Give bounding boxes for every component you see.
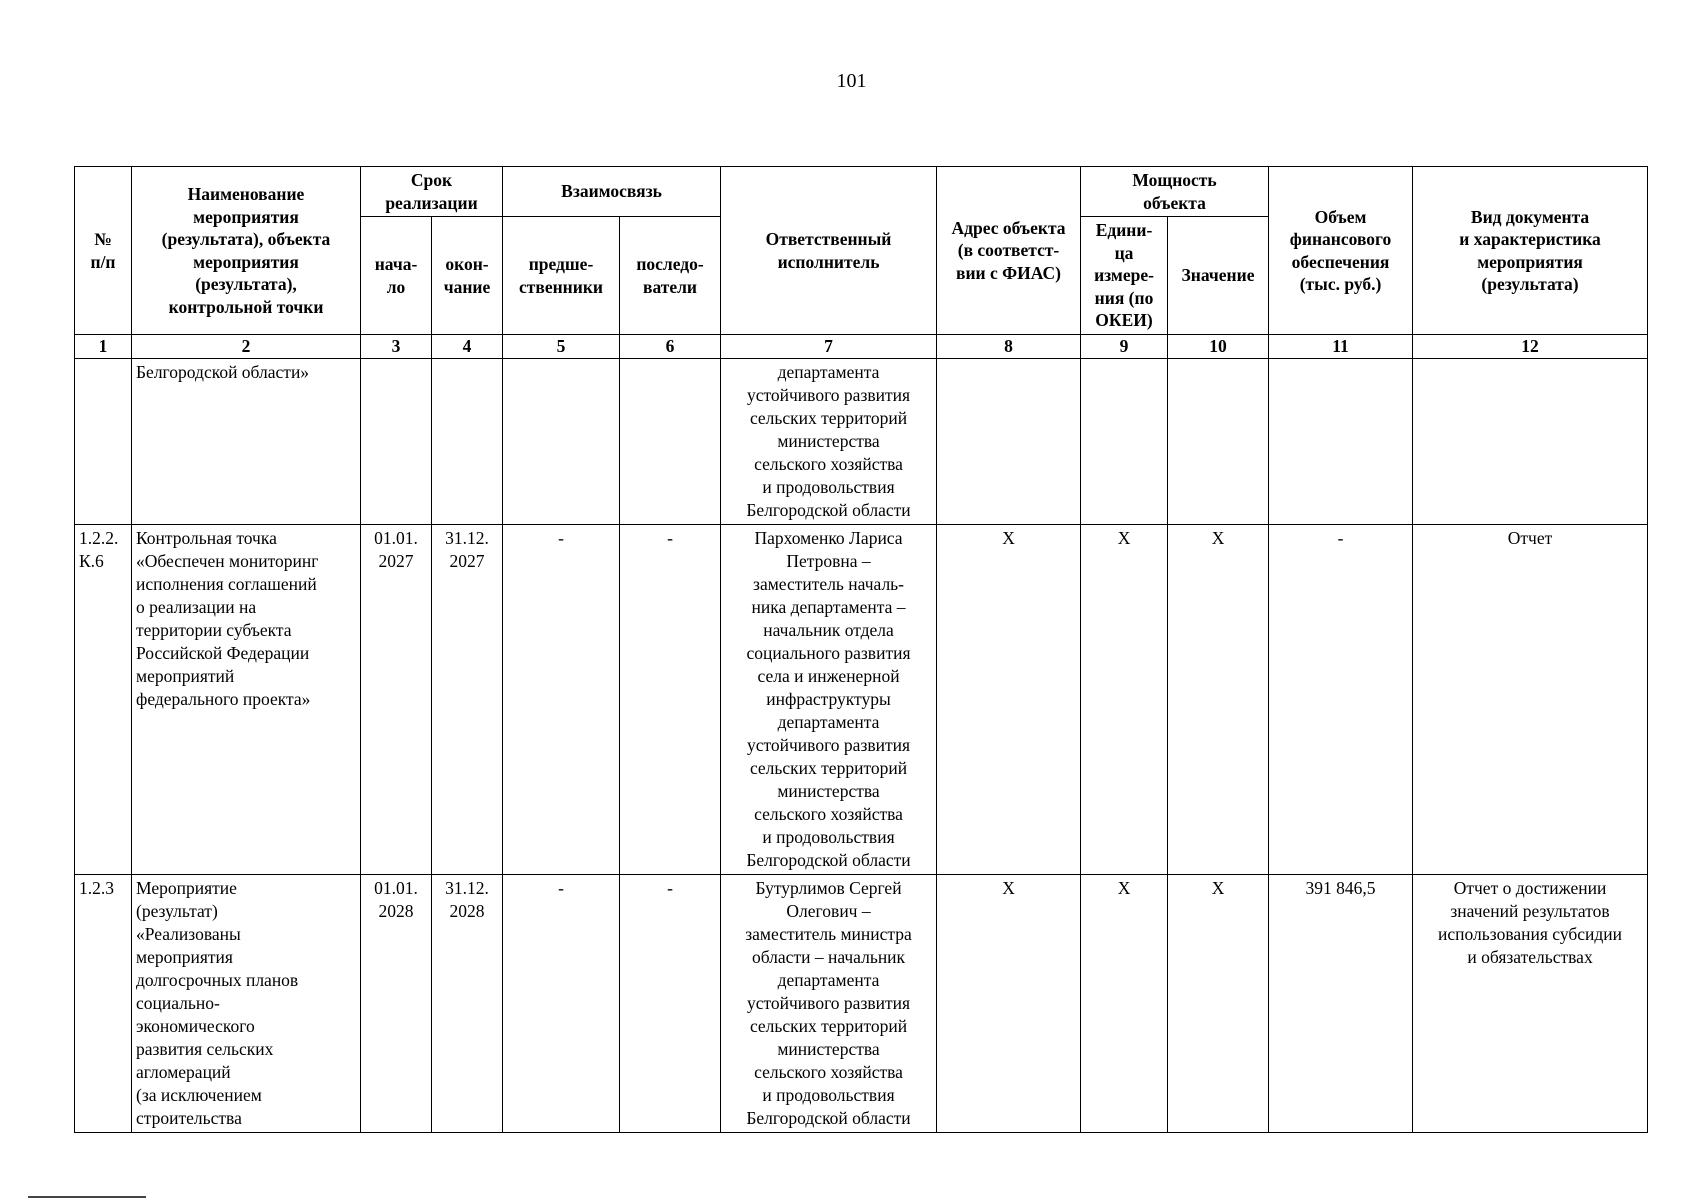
cell-name: Контрольная точка «Обеспечен мониторинг исполнения соглашений о реализации на территории субъекта Российской Федерации мероприятий федерального проекта» [132,525,361,875]
header-responsible: Ответственный исполнитель [721,167,937,335]
cell-no: 1.2.3 [75,875,132,1133]
cell-start [361,359,432,525]
cell-responsible: Бутурлимов Сергей Олегович – заместитель министра области – начальник департамента устойчивого развития сельских территорий министерства сельского хозяйства и продовольствия Белгородской области [721,875,937,1133]
cell-start: 01.01. 2027 [361,525,432,875]
cell-name: Белгородской области» [132,359,361,525]
cell-unit: Х [1081,525,1168,875]
column-number: 4 [432,335,503,359]
cell-responsible: департамента устойчивого развития сельских территорий министерства сельского хозяйства и продовольствия Белгородской области [721,359,937,525]
header-address: Адрес объекта (в соответст- вии с ФИАС) [937,167,1081,335]
page-number: 101 [836,70,867,92]
column-number: 8 [937,335,1081,359]
cell-funding [1269,359,1413,525]
header-term: Срок реализации [361,167,503,217]
cell-predecessors: - [503,875,620,1133]
header-funding: Объем финансового обеспечения (тыс. руб.) [1269,167,1413,335]
cell-end: 31.12. 2027 [432,525,503,875]
cell-doc: Отчет [1413,525,1648,875]
cell-address: Х [937,875,1081,1133]
column-number: 2 [132,335,361,359]
header-doc: Вид документа и характеристика мероприятия (результата) [1413,167,1648,335]
cell-successors [620,359,721,525]
header-term-start: нача- ло [361,217,432,335]
cell-value [1168,359,1269,525]
cell-successors: - [620,525,721,875]
cell-end: 31.12. 2028 [432,875,503,1133]
header-unit: Едини- ца измере- ния (по ОКЕИ) [1081,217,1168,335]
column-number: 7 [721,335,937,359]
header-predecessors: предше- ственники [503,217,620,335]
cell-doc: Отчет о достижении значений результатов использования субсидии и обязательствах [1413,875,1648,1133]
header-value: Значение [1168,217,1269,335]
column-number: 9 [1081,335,1168,359]
cell-doc [1413,359,1648,525]
cell-no: 1.2.2. К.6 [75,525,132,875]
cell-name: Мероприятие (результат) «Реализованы мероприятия долгосрочных планов социально- экономического развития сельских агломераций (за исключением строительства [132,875,361,1133]
cell-unit [1081,359,1168,525]
cell-address [937,359,1081,525]
header-name: Наименование мероприятия (результата), объекта мероприятия (результата), контрольной точки [132,167,361,335]
cell-start: 01.01. 2028 [361,875,432,1133]
cell-end [432,359,503,525]
cell-unit: Х [1081,875,1168,1133]
table-row [75,359,1648,525]
header-term-end: окон- чание [432,217,503,335]
header-no: № п/п [75,167,132,335]
header-relation: Взаимосвязь [503,167,721,217]
column-number: 6 [620,335,721,359]
table-row [75,525,1648,875]
cell-successors: - [620,875,721,1133]
plan-table [74,166,1648,1133]
column-number: 11 [1269,335,1413,359]
cell-predecessors [503,359,620,525]
cell-value: Х [1168,875,1269,1133]
cell-no [75,359,132,525]
column-number: 1 [75,335,132,359]
cell-responsible: Пархоменко Лариса Петровна – заместитель началь- ника департамента – начальник отдела социального развития села и инженерной инфраструктуры департамента устойчивого развития сельских территорий министерства сельского хозяйства и продовольствия Белгородской области [721,525,937,875]
header-capacity: Мощность объекта [1081,167,1269,217]
header-successors: последо- ватели [620,217,721,335]
column-number: 5 [503,335,620,359]
bottom-rule [28,1196,146,1198]
cell-funding: - [1269,525,1413,875]
column-number: 12 [1413,335,1648,359]
cell-value: Х [1168,525,1269,875]
column-number: 10 [1168,335,1269,359]
table-row [75,875,1648,1133]
cell-address: Х [937,525,1081,875]
cell-predecessors: - [503,525,620,875]
cell-funding: 391 846,5 [1269,875,1413,1133]
column-number: 3 [361,335,432,359]
